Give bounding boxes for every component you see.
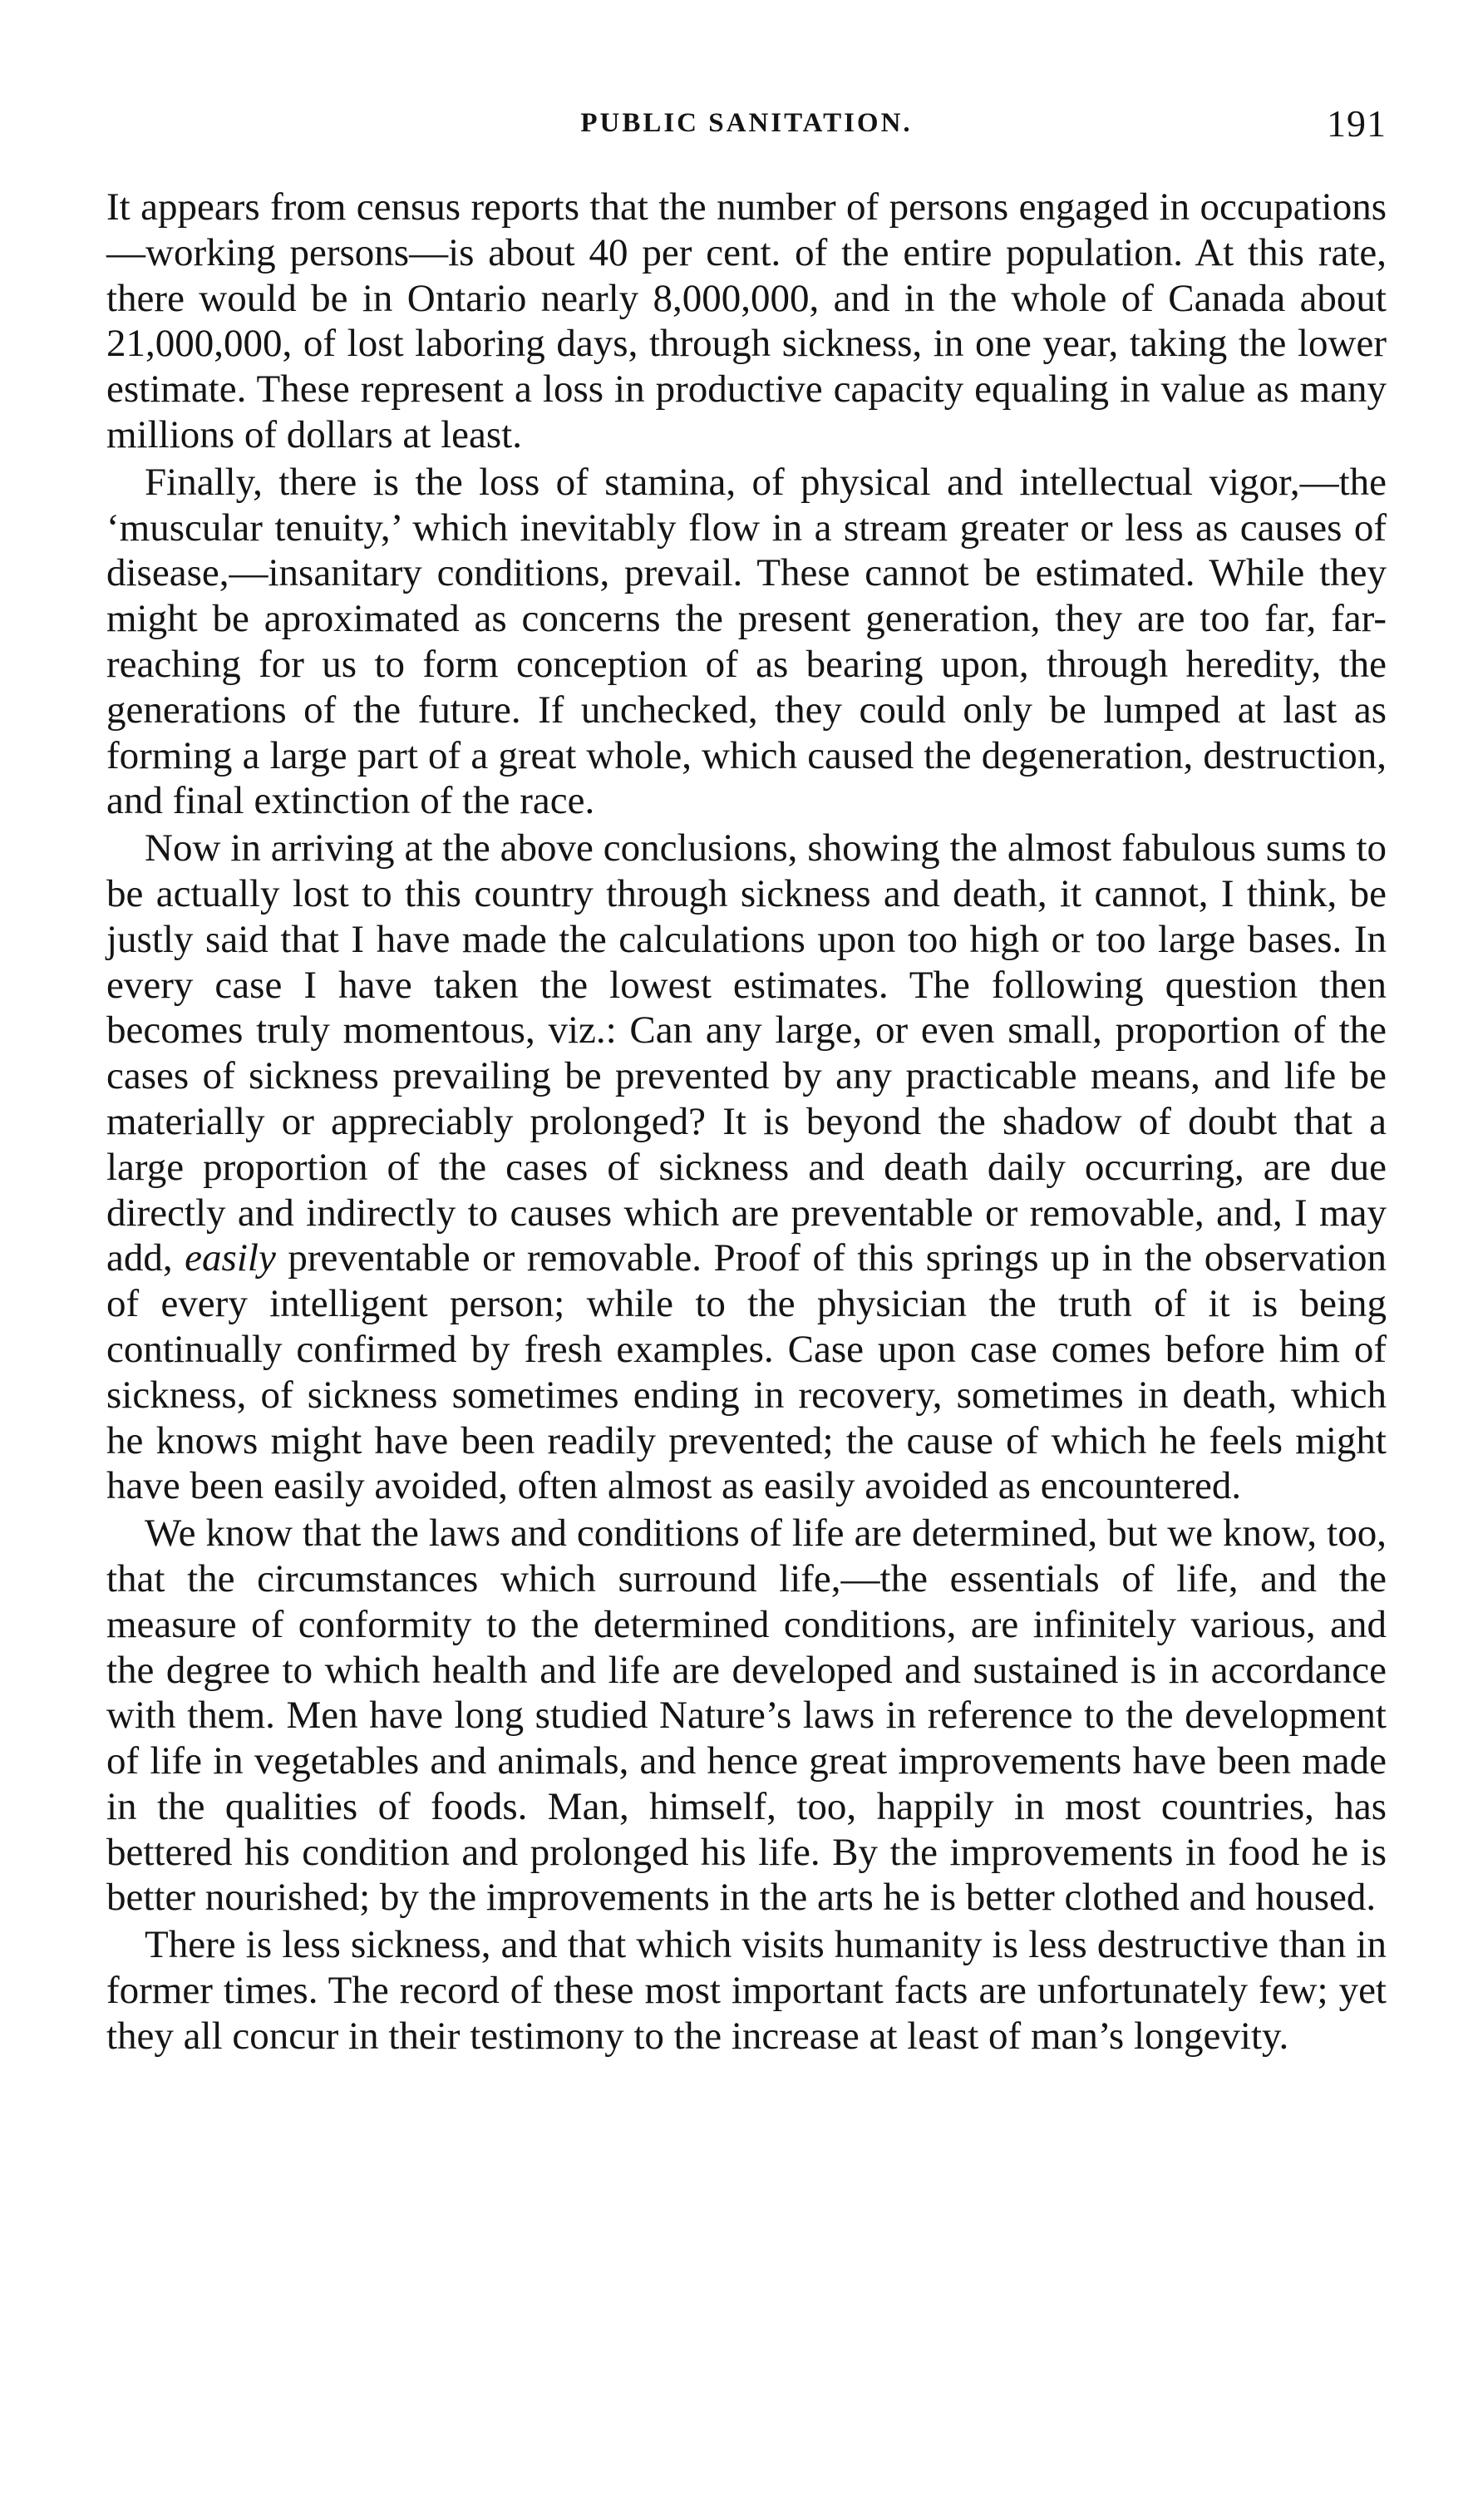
emphasized-word: easily: [185, 1236, 276, 1280]
paragraph-loss-of-stamina: Finally, there is the loss of stamina, of physical and intellectual vigor,—the ‘muscular tenuity,’ which inevitably flow in a stream greater or less as causes of disease,—insanitary conditions, prevail. These cannot be estimated. While they might be aproximated as concerns the present generation, they are too far, far-reaching for us to form conception of as bearing upon, through heredity, the generations of the future. If unchecked, they could only be lumped at last as forming a large part of a great whole, which caused the degeneration, destruction, and final extinction of the race.: [106, 460, 1387, 823]
body-text: [106, 185, 1387, 2059]
paragraph-text: preventable or removable. Proof of this springs up in the observation of every intelligent person; while to the physician the truth of it is being continually confirmed by fresh examples. Case upon case comes before him of sickness, of sickness sometimes ending in recovery, sometimes in death, which he knows might have been readily prevented; the cause of which he feels might have been easily avoided, often almost as easily avoided as encountered.: [106, 1236, 1387, 1508]
page-number: 191: [1327, 102, 1387, 145]
paragraph-preventable-sickness: [106, 826, 1387, 1509]
running-title: PUBLIC SANITATION.: [580, 108, 913, 138]
paragraph-census-losses: It appears from census reports that the number of persons engaged in occupations—working persons—is about 40 per cent. of the entire population. At this rate, there would be in Ontario nearly 8,000,000, and in the whole of Canada about 21,000,000, of lost laboring days, through sickness, in one year, taking the lower estimate. These represent a loss in productive capacity equaling in value as many millions of dollars at least.: [106, 185, 1387, 456]
paragraph-text: Now in arriving at the above conclusions, showing the almost fabulous sums to be actually lost to this country through sickness and death, it cannot, I think, be justly said that I have made the calculations upon too high or too large bases. In every case I have taken the lowest estimates. The following question then becomes truly momentous, viz.: Can any large, or even small, proportion of the cases of sickness prevailing be prevented by any practicable means, and life be materially or appreciably prolonged? It is beyond the shadow of doubt that a large proportion of the cases of sickness and death daily occurring, are due directly and indirectly to causes which are preventable or removable, and, I may add,: [106, 826, 1387, 1280]
running-header: [106, 101, 1387, 151]
paragraph-laws-of-life: We know that the laws and conditions of life are determined, but we know, too, that the circumstances which surround life,—the essentials of life, and the measure of conformity to the determined conditions, are infinitely various, and the degree to which health and life are developed and sustained is in accordance with them. Men have long studied Nature’s laws in reference to the development of life in vegetables and animals, and hence great improvements have been made in the qualities of foods. Man, himself, too, happily in most countries, has bettered his condition and prolonged his life. By the improvements in food he is better nourished; by the improvements in the arts he is better clothed and housed.: [106, 1512, 1387, 1920]
paragraph-longevity: There is less sickness, and that which visits humanity is less destructive than in former times. The record of these most important facts are unfortunately few; yet they all concur in their testimony to the increase at least of man’s longevity.: [106, 1923, 1387, 2058]
